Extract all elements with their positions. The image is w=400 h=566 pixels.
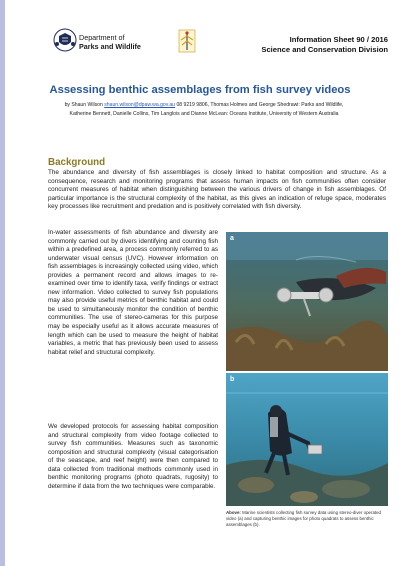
diver-video-illustration [226,232,388,371]
authors-prefix: by Shaun Wilson [64,102,103,108]
photo-a-label: a [230,235,234,242]
author-email-link[interactable]: shaun.wilson@dpaw.wa.gov.au [104,102,176,108]
caption-text: Marine scientists collecting fish survey data using stereo-diver operated video (a) and capturing benthic images for photo quadrats to assess benthic assemblages (b). [226,510,381,527]
diver-quadrat-illustration [226,373,388,506]
body-paragraph-1: In-water assessments of fish abundance and diversity are commonly carried out by divers identifying and counting fish within a predefined area, a process commonly referred to as underwater visual census (UVC). However information on fish assemblages is increasingly collected using video, which provides a permanent record and allows images to re-examined over time to identify taxa, verify findings or extract new information. Video collected to survey fish populations may also provide useful metrics of benthic habitat and could be used to simultaneously monitor the condition of benthic communities. The use of stereo-cameras for this purpose may be especially useful as it allows accurate measures of length which can be used to measure the height of habitat variables, a metric that has previously been used to assess habitat relief and structural complexity. [48,229,218,356]
authors-block [20,101,388,119]
background-heading: Background [48,157,106,168]
department-name [79,34,141,51]
department-line-2: Parks and Wildlife [79,41,141,51]
sheet-identifier [261,35,388,55]
government-crest-icon [53,28,77,52]
body-paragraph-2: We developed protocols for assessing habitat composition and structural complexity from video footage collected to survey fish communities. Measures such as taxonomic composition and structural complexity (visual categorisation of the seascape, and reef height) were then compared to data collected from traditional methods commonly used in benthic monitoring programs (photo quadrats, rugosity) to determine if data from the two techniques were comparable. [48,423,218,490]
figure-caption [226,510,388,527]
photo-b-label: b [230,376,235,383]
authors-line-1-rest: 08 9219 9806, Thomas Holmes and George Shedrawi: Parks and Wildlife, [176,102,344,108]
authors-line-2: Katherine Bennett, Danielle Collins, Tim Langlois and Dianne McLean: Oceans Institute, University of Western Australia [69,111,339,117]
diver-video-photo [226,232,388,371]
page-title: Assessing benthic assemblages from fish survey videos [49,84,351,96]
science-emblem-icon [176,26,198,56]
division-name: Science and Conservation Division [261,45,388,54]
department-line-1: Department of [79,33,125,42]
background-intro-paragraph: The abundance and diversity of fish assemblages is closely linked to habitat composition and structure. As a consequence, research and monitoring programs that assess human impacts on fish communities often consider concurrent measures of habitat when distinguishing between the various drivers of change in fish assemblages. Of particular importance is the structural complexity of the habitat, as this gives an indication of refuge space, moderates key processes like recruitment and predation and is positively correlated with fish diversity. [48,169,386,211]
sheet-number: Information Sheet 90 / 2016 [289,35,388,44]
caption-lead: Above: [226,510,241,515]
diver-quadrat-photo [226,373,388,506]
authors-line-1 [20,101,388,110]
header [5,0,400,70]
